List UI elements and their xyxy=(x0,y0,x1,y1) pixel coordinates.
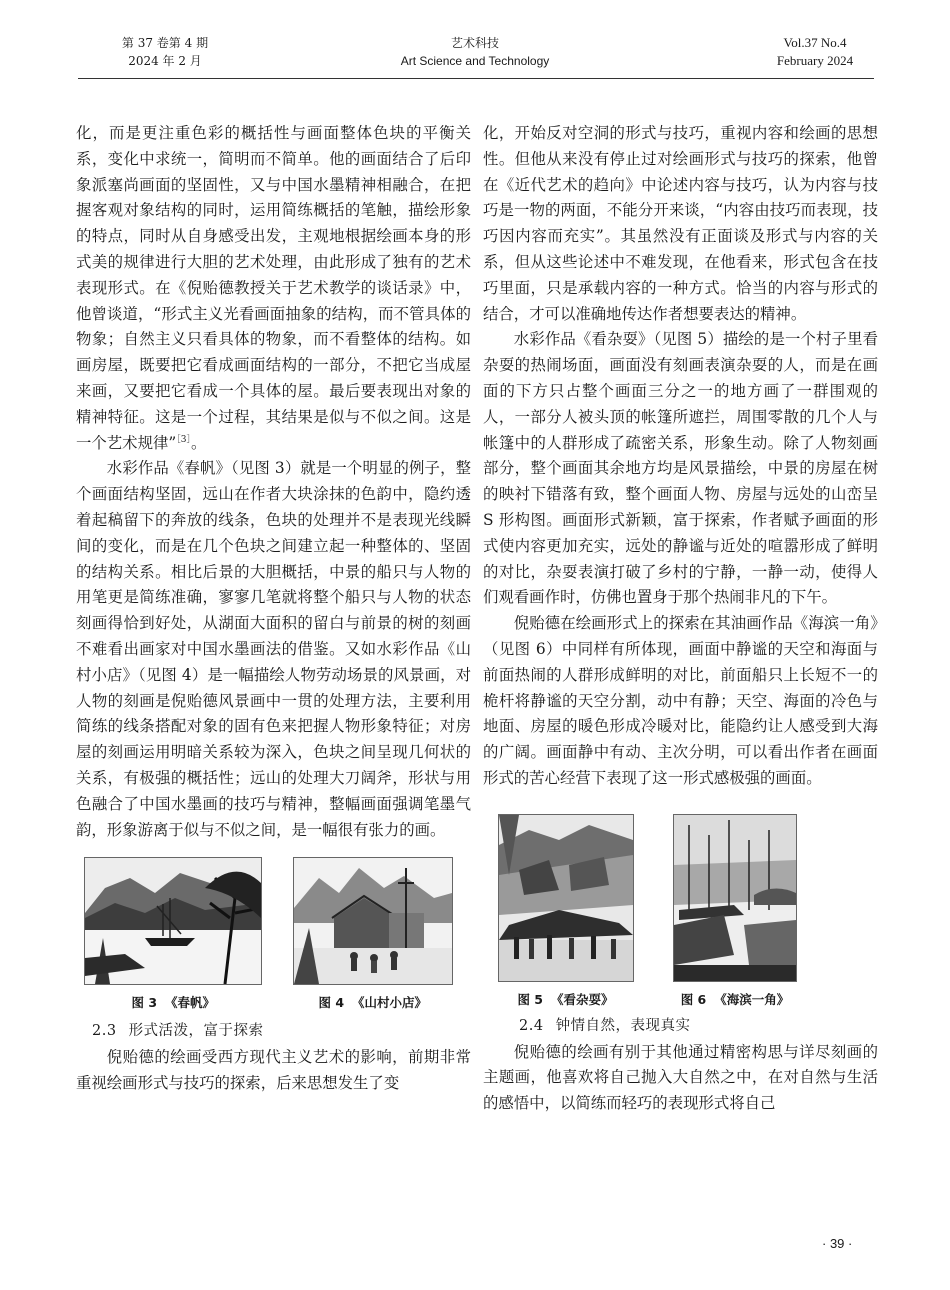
journal-volume-issue xyxy=(100,34,230,70)
figure-row-5-6 xyxy=(483,814,878,1008)
paragraph: 化，而是更注重色彩的概括性与画面整体色块的平衡关系，变化中求统一，简明而不简单。他的画面结合了后印象派塞尚画面的坚固性，又与中国水墨精神相融合，在把握客观对象结构的同时，运用简练概括的笔触，描绘形象的特点，同时从自身感受出发，主观地根据绘画本身的形式美的规律进行大胆的艺术处理，由此形成了独有的艺术表现形式。在《倪贻德教授关于艺术教学的谈话录》中，他曾谈道，“形式主义光看画面抽象的结构，而不管具体的物象；自然主义只看具体的物象，而不看整体的结构。如画房屋，既要把它看成画面结构的一部分，不把它当成屋来画，又要把它看成一个具体的屋。最后要表现出对象的精神特征。这是一个过程，其结果是似与不似之间。这是一个艺术规律”$^{[3]}$。 xyxy=(76,124,471,452)
painting-seaside-corner xyxy=(673,814,797,982)
header-rule xyxy=(78,78,874,79)
journal-title-cn: 艺术科技 xyxy=(450,36,499,50)
volume-issue-en: Vol.37 No.4 xyxy=(783,35,847,50)
publication-date-cn: 2024 年 2 月 xyxy=(128,54,202,68)
paragraph: 倪贻德的绘画受西方现代主义艺术的影响，前期非常重视绘画形式与技巧的探索，后来思想发生了变 xyxy=(76,1048,471,1092)
figure-5 xyxy=(483,814,648,1008)
figure-3 xyxy=(76,857,271,1011)
paragraph: 水彩作品《春帆》（见图 3）就是一个明显的例子，整个画面结构坚固，远山在作者大块涂抹的色韵中，隐约透着起稿留下的奔放的线条，色块的处理并不是表现光线瞬间的变化，而是在几个色块之间建立起一种整体的、坚固的结构关系。相比后景的大胆概括，中景的船只与人物的用笔更是简练准确，寥寥几笔就将整个船只与人物的状态刻画得恰到好处，从湖面大面积的留白与前景的树的刻画不难看出画家对中国水墨画法的借鉴。又如水彩作品《山村小店》（见图 4）是一幅描绘人物劳动场景的风景画，对人物的刻画是倪贻德风景画中一贯的处理方法，主要利用简练的线条搭配对象的固有色来把握人物形象特征；对房屋的刻画运用明暗关系较为深入，色块之间呈现几何状的关系，有极强的概括性；远山的处理大刀阔斧，形状与用色融合了中国水墨画的技巧与精神，整幅画面强调笔墨气韵，形象游离于似与不似之间，是一幅很有张力的画。 xyxy=(76,459,471,839)
paragraph: 化，开始反对空洞的形式与技巧，重视内容和绘画的思想性。但他从来没有停止过对绘画形式与技巧的探索，他曾在《近代艺术的趋向》中论述内容与技巧，认为内容与技巧是一物的两面，不能分开来谈，“内容由技巧而表现，技巧因内容而充实”。其虽然没有正面谈及形式与内容的关系，但从这些论述中不难发现，在他看来，形式包含在技巧里面，只是承载内容的一种方式。恰当的内容与形式的结合，才可以准确地传达作者想要表达的精神。 xyxy=(483,124,878,323)
figure-6 xyxy=(650,814,820,1008)
figure-5-caption: 图 5 《看杂耍》 xyxy=(517,991,614,1007)
figure-3-caption: 图 3 《春帆》 xyxy=(131,995,216,1011)
section-heading-2-4: 2.4 钟情自然，表现真实 xyxy=(519,1017,691,1034)
volume-issue: 第 37 卷第 4 期 xyxy=(121,36,209,50)
painting-watching-acrobatics xyxy=(498,814,634,982)
figure-row-3-4 xyxy=(76,857,471,1011)
journal-volume-en xyxy=(760,34,870,70)
figure-4 xyxy=(275,857,471,1011)
journal-title-en: Art Science and Technology xyxy=(400,54,550,68)
paragraph: 倪贻德在绘画形式上的探索在其油画作品《海滨一角》（见图 6）中同样有所体现，画面中静谧的天空和海面与前面热闹的人群形成鲜明的对比，前面船只上长短不一的桅杆将静谧的天空分割，动中有静；天空、海面的冷色与地面、房屋的暖色形成冷暖对比，能隐约让人感受到大海的广阔。画面静中有动、主次分明，可以看出作者在画面形式的苦心经营下表现了这一形式感极强的画面。 xyxy=(483,614,878,787)
figure-6-caption: 图 6 《海滨一角》 xyxy=(680,991,790,1007)
left-column xyxy=(76,121,471,1097)
citation-ref[interactable]: ［3］ xyxy=(176,434,191,445)
paragraph: 水彩作品《看杂耍》（见图 5）描绘的是一个村子里看杂耍的热闹场面，画面没有刻画表演杂耍的人，而是在画面的下方只占整个画面三分之一的地方画了一群围观的人，一部分人被头顶的帐篷所遮拦，周围零散的几个人与帐篷中的人群形成了疏密关系，形象生动。除了人物刻画部分，整个画面其余地方均是风景描绘，中景的房屋在树的映衬下错落有致，整个画面人物、房屋与远处的山峦呈 S 形构图。画面形式新颖，富于探索，作者赋予画面的形式使内容更加充实，远处的静谧与近处的喧嚣形成了鲜明的对比，杂耍表演打破了乡村的宁静，一静一动，使得人们观看画作时，仿佛也置身于那个热闹非凡的下午。 xyxy=(483,330,878,607)
publication-date-en: February 2024 xyxy=(776,53,854,68)
right-column xyxy=(483,121,878,1117)
figure-4-caption: 图 4 《山村小店》 xyxy=(318,995,428,1011)
painting-mountain-village-shop xyxy=(293,857,453,985)
section-heading-2-3: 2.3 形式活泼，富于探索 xyxy=(92,1023,264,1040)
page-number: · 39 · xyxy=(822,1236,853,1251)
journal-title xyxy=(375,34,575,70)
paragraph: 倪贻德的绘画有别于其他通过精密构思与详尽刻画的主题画，他喜欢将自己抛入大自然之中，在对自然与生活的感悟中，以简练而轻巧的表现形式将自己 xyxy=(483,1042,878,1113)
painting-spring-sail xyxy=(84,857,262,985)
